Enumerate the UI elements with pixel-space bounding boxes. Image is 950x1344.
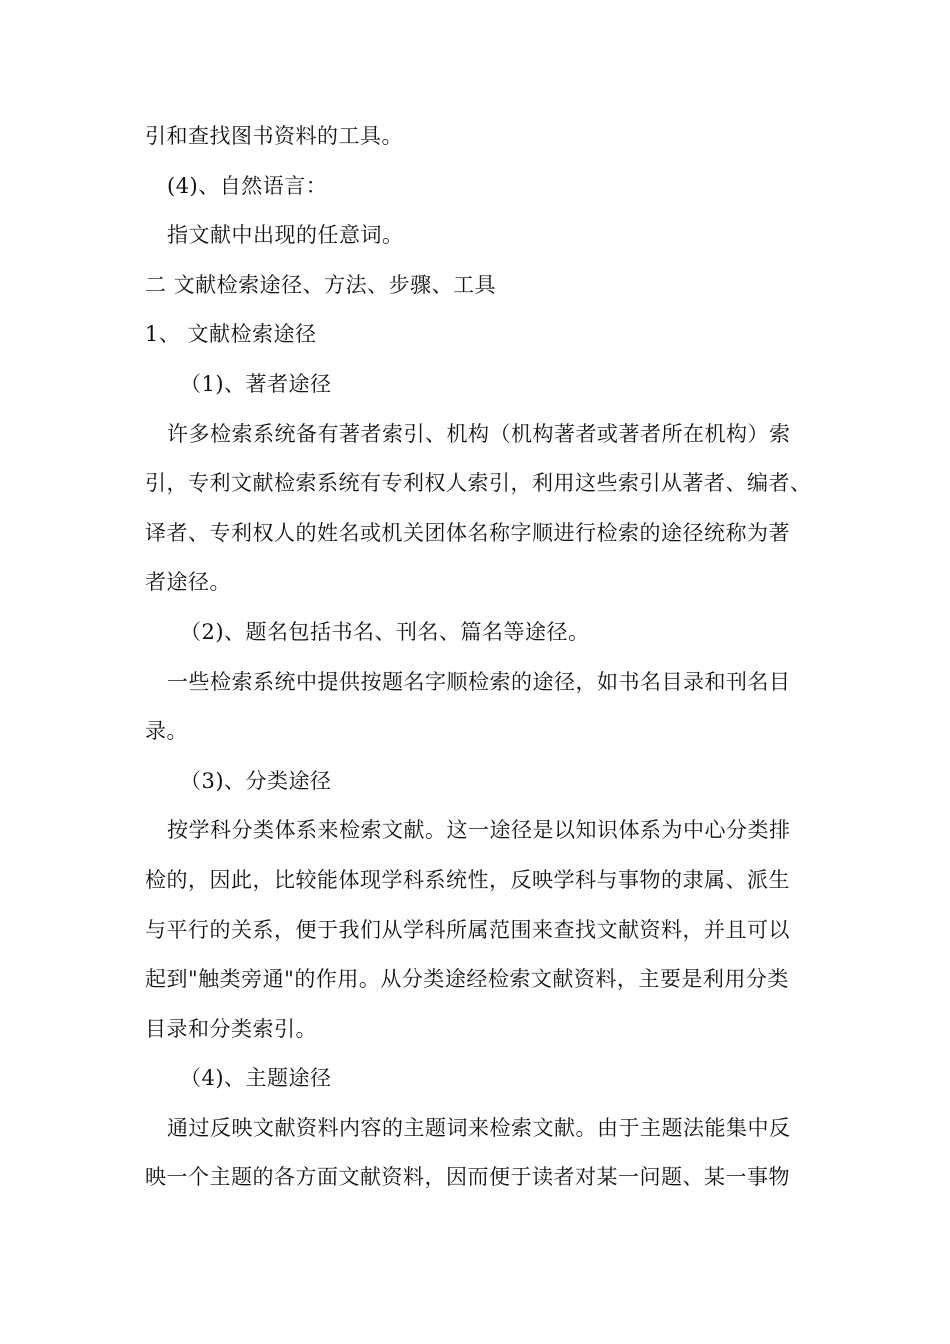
item-heading-classification: （3)、分类途径 xyxy=(180,768,332,793)
item-heading-natural-language: (4)、自然语言： xyxy=(167,173,328,198)
text-line: 检的，因此，比较能体现学科系统性，反映学科与事物的隶属、派生 xyxy=(145,867,790,892)
text-line: 许多检索系统备有著者索引、机构（机构著者或著者所在机构）索 xyxy=(167,421,791,446)
item-heading-title: （2)、题名包括书名、刊名、篇名等途径。 xyxy=(180,619,590,644)
item-heading-author: （1)、著者途径 xyxy=(180,371,332,396)
text-line: 与平行的关系，便于我们从学科所属范围来查找文献资料，并且可以 xyxy=(145,917,790,942)
text-line: 起到"触类旁通"的作用。从分类途经检索文献资料，主要是利用分类 xyxy=(145,967,789,992)
text-line: 映一个主题的各方面文献资料，因而便于读者对某一问题、某一事物 xyxy=(145,1165,790,1190)
text-line: 引和查找图书资料的工具。 xyxy=(145,124,403,148)
text-line: 一些检索系统中提供按题名字顺检索的途径，如书名目录和刊名目 xyxy=(167,669,791,694)
text-line: 目录和分类索引。 xyxy=(145,1016,317,1041)
text-line: 引，专利文献检索系统有专利权人索引，利用这些索引从著者、编者、 xyxy=(145,471,812,496)
text-line: 译者、专利权人的姓名或机关团体名称字顺进行检索的途径统称为著 xyxy=(145,520,790,545)
text-line: 按学科分类体系来检索文献。这一途径是以知识体系为中心分类排 xyxy=(167,818,791,843)
text-line: 通过反映文献资料内容的主题词来检索文献。由于主题法能集中反 xyxy=(167,1115,791,1140)
item-heading-subject: （4)、主题途径 xyxy=(180,1066,332,1091)
subsection-heading-1: 1、 文献检索途径 xyxy=(145,322,317,347)
text-line: 指文献中出现的任意词。 xyxy=(167,223,404,248)
document-body xyxy=(145,112,810,1203)
text-line: 录。 xyxy=(145,719,188,744)
section-heading-2: 二 文献检索途径、方法、步骤、工具 xyxy=(145,272,497,297)
text-line: 者途径。 xyxy=(145,570,231,595)
